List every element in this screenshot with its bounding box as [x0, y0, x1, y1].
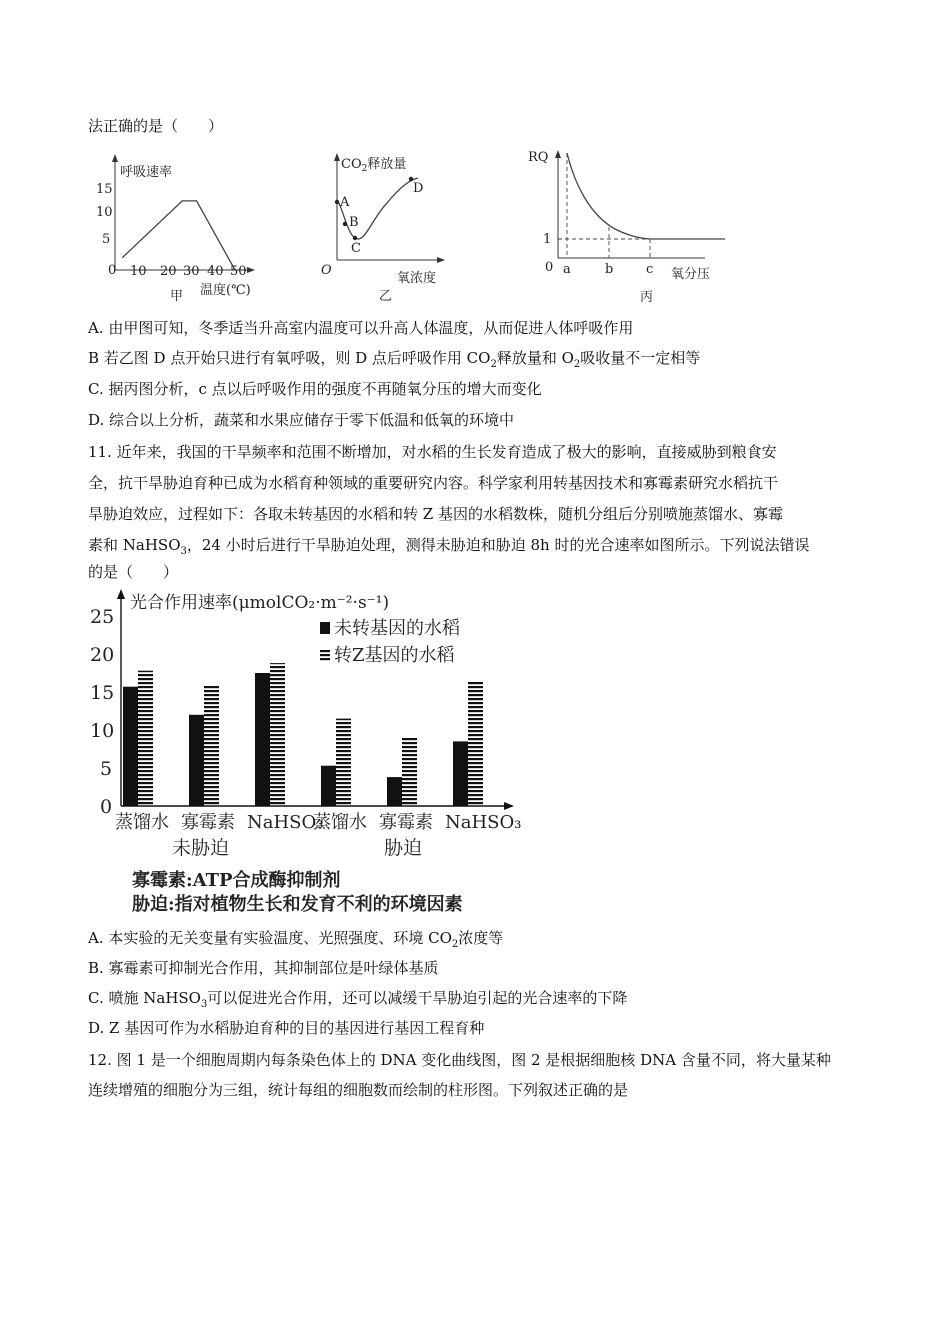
bar-transgenic [336, 719, 351, 806]
bar-untransformed [321, 766, 336, 806]
bar-untransformed [189, 715, 204, 806]
bar-ytick: 15 [90, 682, 115, 704]
jia-caption: 甲 [170, 289, 184, 304]
bing-ylabel: RQ [528, 150, 549, 165]
bar-ytick: 20 [90, 644, 115, 666]
yi-xlabel: 氧浓度 [397, 271, 437, 286]
q11-option-c: C. 喷施 NaHSO$_3$可以促进光合作用，还可以减缓干旱胁迫引起的光合速率的下降 [88, 989, 628, 1010]
figure-bing [525, 145, 725, 310]
figure-yi [315, 148, 465, 308]
bing-curve [567, 153, 725, 239]
bar-category-label: 寡霉素 [181, 812, 235, 833]
jia-xlabel: 温度(℃) [200, 283, 251, 298]
legend-swatch-striped [320, 649, 330, 661]
group-label-stressed: 胁迫 [384, 837, 423, 859]
bing-xtick-b: b [605, 262, 614, 277]
bar-category-label: NaHSO₃ [247, 812, 324, 833]
bar-untransformed [123, 687, 138, 806]
jia-ytick-0: 0 [108, 263, 117, 278]
yi-point-b [343, 222, 347, 226]
bar-transgenic [138, 671, 153, 806]
note-stress: 胁迫:指对植物生长和发育不利的环境因素 [132, 894, 463, 915]
bar-transgenic [468, 681, 483, 806]
yi-label-b: B [349, 215, 359, 230]
yi-label-d: D [413, 181, 424, 196]
yi-point-a [335, 200, 339, 204]
q10-option-d: D. 综合以上分析，蔬菜和水果应储存于零下低温和低氧的环境中 [88, 411, 515, 429]
q12-stem-line2: 连续增殖的细胞分为三组，统计每组的细胞数而绘制的柱形图。下列叙述正确的是 [88, 1081, 629, 1099]
jia-curve [122, 201, 235, 270]
bar-ytick: 5 [100, 758, 113, 780]
note-oligomycin: 寡霉素:ATP合成酶抑制剂 [132, 870, 341, 891]
jia-xtick-30: 30 [183, 264, 200, 279]
bing-origin: 0 [545, 260, 554, 275]
bing-xtick-a: a [563, 262, 571, 277]
yi-caption: 乙 [379, 289, 393, 304]
bar-transgenic [204, 686, 219, 806]
bar-transgenic [270, 663, 285, 806]
yi-label-c: C [351, 241, 361, 256]
bar-category-label: 蒸馏水 [313, 812, 367, 833]
jia-xtick-20: 20 [160, 264, 177, 279]
jia-ytick-5: 5 [102, 232, 111, 247]
jia-xtick-50: 50 [230, 264, 247, 279]
q11-option-b: B. 寡霉素可抑制光合作用，其抑制部位是叶绿体基质 [88, 959, 439, 977]
yi-label-a: A [340, 195, 350, 210]
q11-option-a: A. 本实验的无关变量有实验温度、光照强度、环境 $CO_2$浓度等 [88, 929, 504, 950]
bar-chart-title: 光合作用速率(μmolCO₂·m⁻²·s⁻¹) [130, 593, 390, 613]
jia-ylabel: 呼吸速率 [120, 165, 173, 180]
bar-untransformed [387, 777, 402, 806]
q12-stem-line1: 12. 图 1 是一个细胞周期内每条染色体上的 DNA 变化曲线图，图 2 是根据细胞核 DNA 含量不同，将大量某种 [88, 1051, 831, 1069]
bar-category-label: 蒸馏水 [115, 812, 169, 833]
q10-option-c: C. 据丙图分析，c 点以后呼吸作用的强度不再随氧分压的增大而变化 [88, 380, 542, 398]
bing-ytick-1: 1 [543, 232, 552, 247]
bing-xtick-c: c [646, 262, 654, 277]
bing-xlabel: 氧分压 [671, 267, 711, 282]
jia-ytick-10: 10 [96, 205, 113, 220]
bar-untransformed [255, 673, 270, 806]
q10-option-b: B 若乙图 D 点开始只进行有氧呼吸，则 D 点后呼吸作用 $CO_2$释放量和 $O_2$吸收量不一定相等 [88, 349, 701, 370]
bar-untransformed [453, 741, 468, 806]
q11-bar-chart [88, 586, 528, 921]
group-label-unstressed: 未胁迫 [172, 837, 230, 859]
yi-point-c [353, 236, 357, 240]
jia-xtick-10: 10 [130, 264, 147, 279]
jia-ytick-15: 15 [96, 182, 113, 197]
bar-ytick: 0 [100, 796, 113, 818]
bar-category-label: 寡霉素 [379, 812, 433, 833]
jia-xtick-40: 40 [207, 264, 224, 279]
legend-label-transgenic: 转Z基因的水稻 [334, 645, 455, 666]
bing-caption: 丙 [640, 290, 654, 305]
bar-ytick: 25 [90, 606, 115, 628]
legend-swatch-solid [320, 622, 330, 634]
yi-origin: O [321, 263, 332, 278]
q11-stem-line1: 11. 近年来，我国的干旱频率和范围不断增加，对水稻的生长发育造成了极大的影响，直接威胁到粮食安 [88, 443, 777, 461]
yi-ylabel: $CO_2$释放量 [341, 157, 407, 174]
q11-stem-line2: 全，抗干旱胁迫育种已成为水稻育种领域的重要研究内容。科学家利用转基因技术和寡霉素研究水稻抗干 [88, 474, 779, 492]
q10-option-a: A. 由甲图可知，冬季适当升高室内温度可以升高人体温度，从而促进人体呼吸作用 [88, 319, 634, 337]
q10-stem-end: 法正确的是（ ） [88, 117, 224, 135]
bar-category-label: NaHSO₃ [445, 812, 522, 833]
legend-label-untransformed: 未转基因的水稻 [334, 618, 460, 639]
q11-stem-line5: 的是（ ） [88, 563, 179, 581]
bar-ytick: 10 [90, 720, 115, 742]
q11-option-d: D. Z 基因可作为水稻胁迫育种的目的基因进行基因工程育种 [88, 1019, 485, 1037]
q11-stem-line3: 旱胁迫效应，过程如下：各取未转基因的水稻和转 Z 基因的水稻数株，随机分组后分别喷施蒸馏水、寡霉 [88, 505, 783, 523]
bar-transgenic [402, 738, 417, 806]
q11-stem-line4: 素和 NaHSO$_3$，24 小时后进行干旱胁迫处理，测得未胁迫和胁迫 8h 时的光合速率如图所示。下列说法错误 [88, 536, 810, 557]
figure-jia [90, 150, 270, 310]
